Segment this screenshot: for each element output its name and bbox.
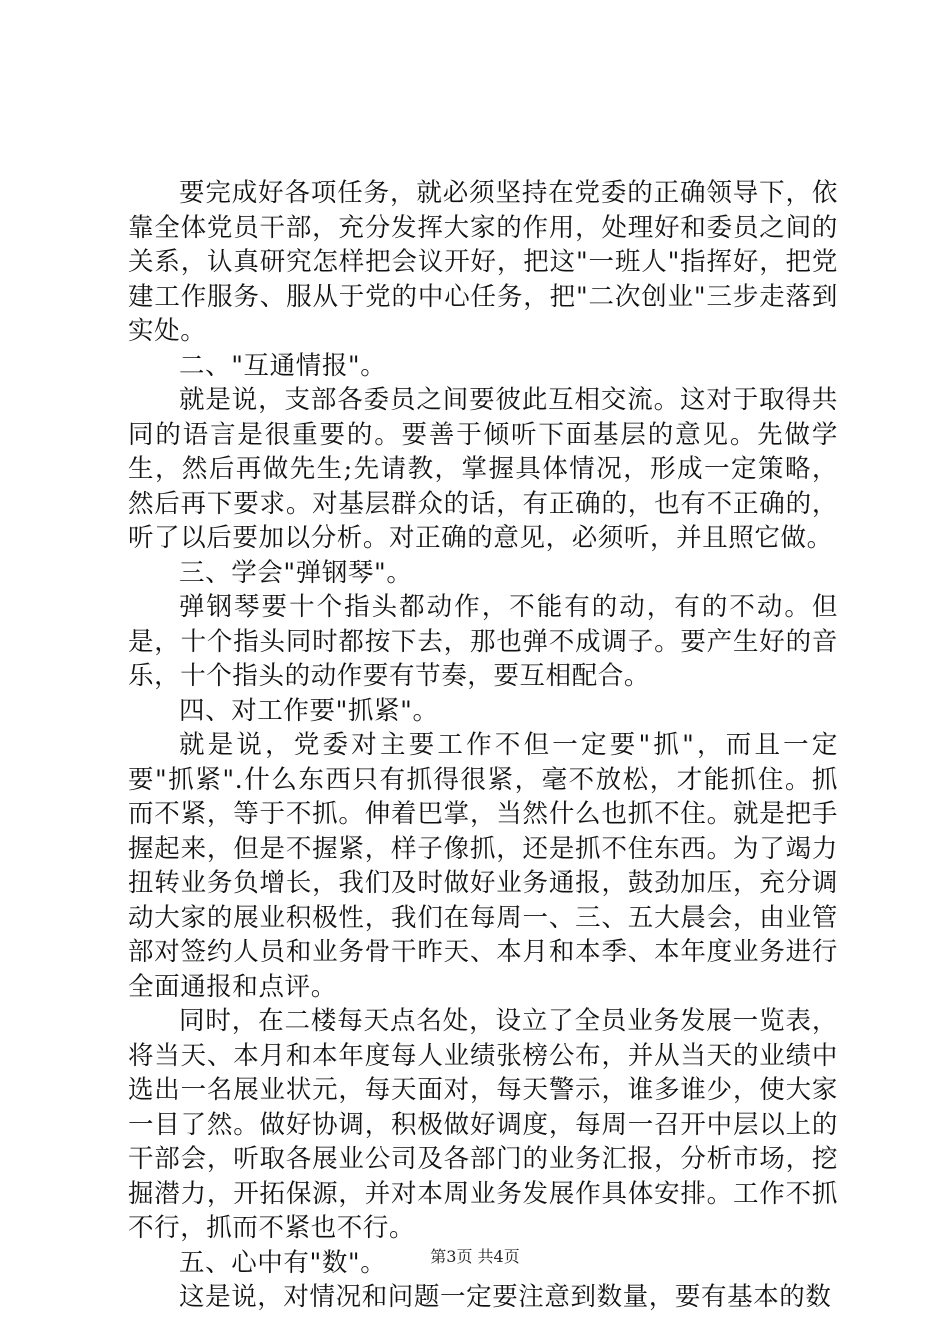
paragraph: 同时，在二楼每天点名处，设立了全员业务发展一览表，将当天、本月和本年度每人业绩张榜公布，并从当天的业绩中选出一名展业状元，每天面对，每天警示，谁多谁少，使大家一目了然。做好协调，积极做好调度，每周一召开中层以上的干部会，听取各展业公司及各部门的业务汇报，分析市场，挖掘潜力，开拓保源，并对本周业务发展作具体安排。工作不抓不行，抓而不紧也不行。 xyxy=(128,1006,838,1243)
section-heading: 二、"互通情报"。 xyxy=(179,350,387,381)
paragraph: 弹钢琴要十个指头都动作，不能有的动，有的不动。但是，十个指头同时都按下去，那也弹不成调子。要产生好的音乐，十个指头的动作要有节奏，要互相配合。 xyxy=(128,592,838,691)
paragraph: 要完成好各项任务，就必须坚持在党委的正确领导下，依靠全体党员干部，充分发挥大家的作用，处理好和委员之间的关系，认真研究怎样把会议开好，把这"一班人"指挥好，把党建工作服务、服从于党的中心任务，把"二次创业"三步走落到实处。 xyxy=(128,178,838,346)
paragraph: 就是说，支部各委员之间要彼此互相交流。这对于取得共同的语言是很重要的。要善于倾听下面基层的意见。先做学生，然后再做先生;先请教，掌握具体情况，形成一定策略，然后再下要求。对基层群众的话，有正确的，也有不正确的，听了以后要加以分析。对正确的意见，必须听，并且照它做。 xyxy=(128,385,838,553)
paragraph: 这是说，对情况和问题一定要注意到数量，要有基本的数 xyxy=(179,1282,832,1312)
section-heading: 三、学会"弹钢琴"。 xyxy=(179,557,413,588)
paragraph: 就是说，党委对主要工作不但一定要"抓"，而且一定要"抓紧".什么东西只有抓得很紧，毫不放松，才能抓住。抓而不紧，等于不抓。伸着巴掌，当然什么也抓不住。就是把手握起来，但是不握紧，样子像抓，还是抓不住东西。为了竭力扭转业务负增长，我们及时做好业务通报，鼓劲加压，充分调动大家的展业积极性，我们在每周一、三、五大晨会，由业管部对签约人员和业务骨干昨天、本月和本季、本年度业务进行全面通报和点评。 xyxy=(128,730,838,1002)
page-number-footer: 第3页 共4页 xyxy=(430,1247,520,1266)
section-heading: 四、对工作要"抓紧"。 xyxy=(179,695,439,726)
document-body xyxy=(128,176,838,1315)
section-heading: 五、心中有"数"。 xyxy=(179,1247,387,1278)
